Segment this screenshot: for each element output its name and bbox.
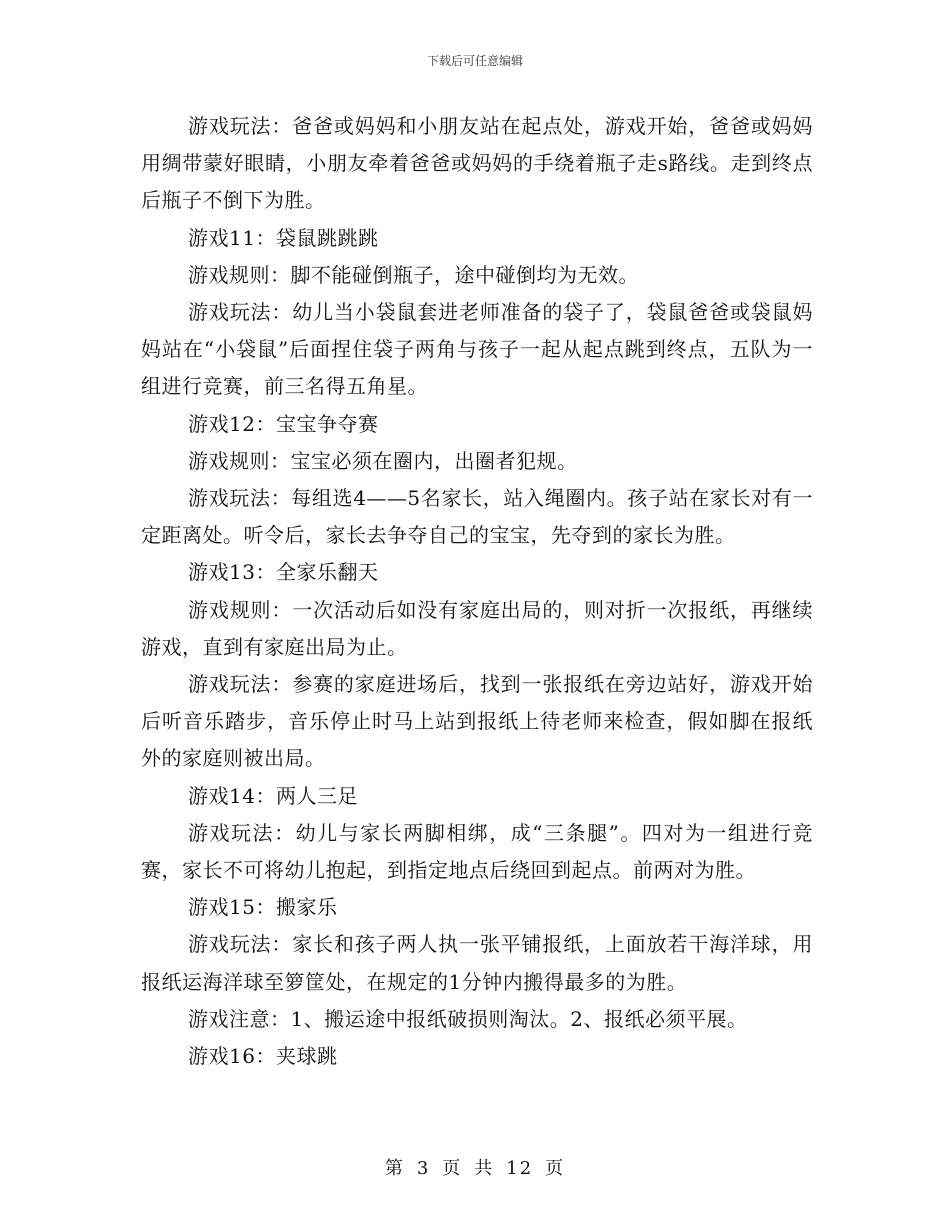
footer-suffix: 页 [545, 1158, 566, 1179]
footer-page-word: 页 [442, 1158, 463, 1179]
footer-prefix: 第 [384, 1158, 405, 1179]
section-heading: 游戏16：夹球跳 [188, 1044, 338, 1069]
section-heading: 游戏12：宝宝争夺赛 [188, 411, 379, 436]
paragraph: 游戏玩法：幼儿与家长两脚相绑，成“三条腿”。四对为一组进行竞赛，家长不可将幼儿抱起，到指定地点后绕回到起点。前两对为胜。 [141, 820, 813, 883]
document-body [141, 108, 813, 1075]
footer-total-word: 共 [474, 1158, 495, 1179]
paragraph: 游戏玩法：爸爸或妈妈和小朋友站在起点处，游戏开始，爸爸或妈妈用绸带蒙好眼睛，小朋友牵着爸爸或妈妈的手绕着瓶子走s路线。走到终点后瓶子不倒下为胜。 [141, 114, 813, 213]
paragraph: 游戏玩法：每组选4——5名家长，站入绳圈内。孩子站在家长对有一定距离处。听令后，家长去争夺自己的宝宝，先夺到的家长为胜。 [141, 486, 813, 548]
section-heading: 游戏14：两人三足 [188, 783, 358, 808]
paragraph: 游戏玩法：家长和孩子两人执一张平铺报纸，上面放若干海洋球，用报纸运海洋球至箩筐处，在规定的1分钟内搬得最多的为胜。 [141, 932, 813, 994]
paragraph: 游戏规则：一次活动后如没有家庭出局的，则对折一次报纸，再继续游戏，直到有家庭出局为止。 [141, 597, 813, 659]
page-footer [0, 1154, 950, 1180]
paragraph: 游戏注意：1、搬运途中报纸破损则淘汰。2、报纸必须平展。 [188, 1006, 748, 1031]
paragraph: 游戏规则：宝宝必须在圈内，出圈者犯规。 [188, 448, 578, 473]
section-heading: 游戏13：全家乐翻天 [188, 560, 379, 585]
section-heading: 游戏11：袋鼠跳跳跳 [188, 225, 379, 250]
section-heading: 游戏15：搬家乐 [188, 895, 338, 920]
total-page-count: 12 [506, 1158, 534, 1179]
paragraph: 游戏规则：脚不能碰倒瓶子，途中碰倒均为无效。 [188, 262, 639, 287]
page-header: 下载后可任意编辑 [426, 54, 523, 68]
current-page-number: 3 [416, 1158, 431, 1179]
paragraph: 游戏玩法：参赛的家庭进场后，找到一张报纸在旁边站好，游戏开始后听音乐踏步，音乐停止时马上站到报纸上待老师来检查，假如脚在报纸外的家庭则被出局。 [141, 672, 813, 771]
paragraph: 游戏玩法：幼儿当小袋鼠套进老师准备的袋子了，袋鼠爸爸或袋鼠妈妈站在“小袋鼠”后面捏住袋子两角与孩子一起从起点跳到终点，五队为一组进行竞赛，前三名得五角星。 [141, 300, 813, 399]
